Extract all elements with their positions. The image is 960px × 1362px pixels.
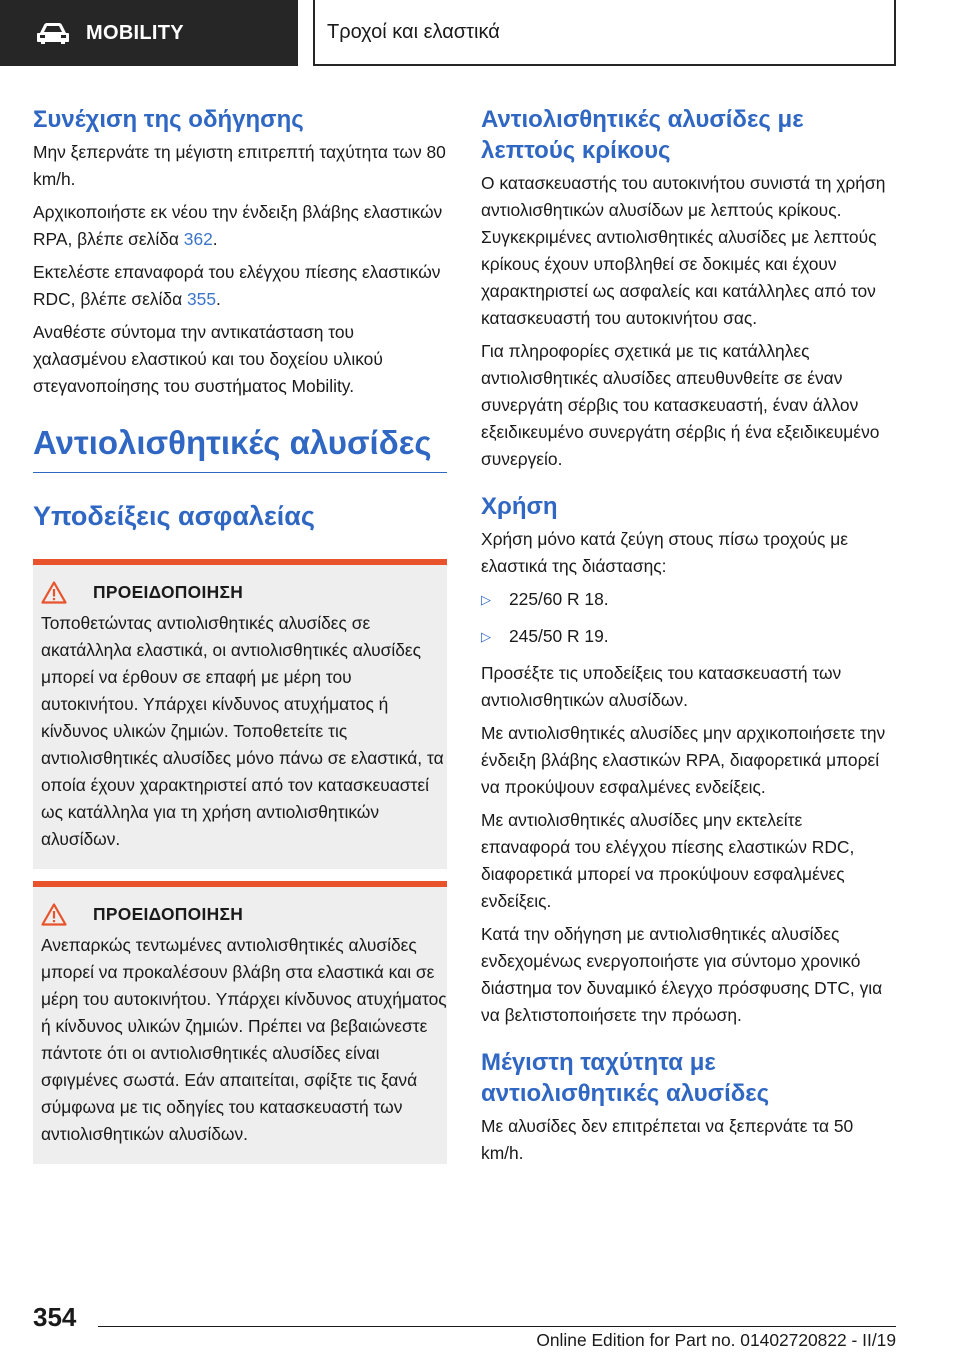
list-item-text: 225/60 R 18.: [509, 589, 609, 609]
chapter-tab-label: MOBILITY: [86, 21, 184, 44]
paragraph-text: .: [212, 229, 218, 249]
page-header: [0, 0, 960, 66]
warning-text: Ανεπαρκώς τεντωμένες αντιολισθητικές αλυσίδες μπορεί να προκαλέσουν βλάβη στα ελαστικά και σε μέρη του αυτοκινήτου. Υπάρχει κίνδυνος ατυχήματος ή κίνδυνος υλικών ζημιών. Πρέπει να βεβαιώνεστε πάντοτε ότι οι αντιολισθητικές αλυσίδες είναι σφιγμένες σωστά. Εάν απαιτείται, σφίξτε τις ξανά σύμφωνα με τις οδηγίες του κατασκευαστή των αντιολισθητικών αλυσίδων.: [41, 935, 447, 1144]
warning-title: ΠΡΟΕΙΔΟΠΟΙΗΣΗ: [93, 582, 244, 602]
car-icon: [36, 22, 70, 44]
left-column: [33, 100, 447, 1176]
footer-divider: [98, 1326, 896, 1327]
warning-text: Τοποθετώντας αντιολισθητικές αλυσίδες σε ακατάλληλα ελαστικά, οι αντιολισθητικές αλυσίδες μπορεί να έρθουν σε επαφή με μέρη του αυτοκινήτου. Υπάρχει κίνδυνος ατυχήματος ή κίνδυνος υλικών ζημιών. Τοποθετείτε τις αντιολισθητικές αλυσίδες μόνο πάνω σε ελαστικά, τα οποία έχουν χαρακτηριστεί από τον κατασκευαστεί ως κατάλληλα για τη χρήση αντιολισθητικών αλυσίδων.: [41, 613, 444, 849]
page-footer: [0, 1296, 960, 1362]
page-number: 354: [33, 1302, 77, 1332]
paragraph: Με αλυσίδες δεν επιτρέπεται να ξεπερνάτε τα 50 km/h.: [481, 1116, 854, 1163]
heading-use: Χρήση: [481, 493, 558, 520]
heading-continue-driving: Συνέχιση της οδήγησης: [33, 106, 304, 133]
warning-header: [33, 581, 447, 604]
chapter-heading-wrap: [33, 422, 447, 473]
paragraph: Προσέξτε τις υποδείξεις του κατασκευαστή των αντιολισθητικών αλυσίδων.: [481, 663, 842, 710]
paragraph: Κατά την οδήγηση με αντιολισθητικές αλυσίδες ενδεχομένως ενεργοποιήστε για σύντομο χρονικό διάστημα τον δυναμικό έλεγχο πρόσφυσης DTC, για να βελτιστοποιήσετε την πρόωση.: [481, 924, 883, 1025]
warning-box: [33, 559, 447, 869]
paragraph: Με αντιολισθητικές αλυσίδες μην αρχικοποιήσετε την ένδειξη βλάβης ελαστικών RPA, διαφορετικά μπορεί να προκύψουν εσφαλμένες ενδείξεις.: [481, 723, 886, 797]
heading-snow-chains: Αντιολισθητικές αλυσίδες: [33, 424, 432, 461]
warning-header: [33, 903, 447, 926]
bullet-triangle-icon: ▷: [481, 592, 491, 607]
right-column: [481, 100, 895, 1173]
warning-triangle-icon: [41, 903, 67, 926]
warning-triangle-icon: [41, 581, 67, 604]
page-link-355[interactable]: 355: [187, 289, 217, 309]
chapter-tab-mobility[interactable]: [0, 0, 298, 66]
paragraph: Αναθέστε σύντομα την αντικατάσταση του χαλασμένου ελαστικού και του δοχείου υλικού στεγανοποίησης του συστήματος Mobility.: [33, 322, 383, 396]
paragraph-text: Εκτελέστε επαναφορά του ελέγχου πίεσης ελαστικών RDC, βλέπε σελίδα: [33, 262, 441, 309]
paragraph: Για πληροφορίες σχετικά με τις κατάλληλες αντιολισθητικές αλυσίδες απευθυνθείτε σε έναν συνεργάτη σέρβις του κατασκευαστή, έναν άλλον εξειδικευμένο συνεργάτη σέρβις ή ένα εξειδικευμένο συνεργείο.: [481, 341, 880, 469]
paragraph: Μην ξεπερνάτε τη μέγιστη επιτρεπτή ταχύτητα των 80 km/h.: [33, 142, 446, 189]
list-item: [481, 586, 895, 613]
paragraph-text: Αρχικοποιήστε εκ νέου την ένδειξη βλάβης ελαστικών RPA, βλέπε σελίδα: [33, 202, 443, 249]
heading-max-speed: Μέγιστη ταχύτητα με αντιολισθητικές αλυσίδες: [481, 1049, 770, 1107]
warning-title: ΠΡΟΕΙΔΟΠΟΙΗΣΗ: [93, 904, 244, 924]
paragraph: [33, 199, 447, 253]
paragraph: [33, 259, 447, 313]
bullet-triangle-icon: ▷: [481, 629, 491, 644]
warning-box: [33, 881, 447, 1164]
list-item: [481, 623, 895, 650]
section-title: Τροχοί και ελαστικά: [313, 0, 896, 66]
heading-safety-notes: Υποδείξεις ασφαλείας: [33, 501, 315, 531]
paragraph: Χρήση μόνο κατά ζεύγη στους πίσω τροχούς με ελαστικά της διάστασης:: [481, 529, 849, 576]
list-item-text: 245/50 R 19.: [509, 626, 609, 646]
paragraph: Ο κατασκευαστής του αυτοκινήτου συνιστά τη χρήση αντιολισθητικών αλυσίδων με λεπτούς κρίκους. Συγκεκριμένες αντιολισθητικές αλυσίδες με λεπτούς κρίκους έχουν υποβληθεί σε δοκιμές και έχουν χαρακτηριστεί ως ασφαλείς και κατάλληλες από τον κατασκευαστή του αυτοκινήτου σας.: [481, 173, 886, 328]
edition-note: Online Edition for Part no. 01402720822 - II/19: [536, 1330, 896, 1350]
heading-fine-link-chains: Αντιολισθητικές αλυσίδες με λεπτούς κρίκους: [481, 106, 804, 164]
page-link-362[interactable]: 362: [183, 229, 213, 249]
paragraph: Με αντιολισθητικές αλυσίδες μην εκτελείτε επαναφορά του ελέγχου πίεσης ελαστικών RDC, διαφορετικά μπορεί να προκύψουν εσφαλμένες ενδείξεις.: [481, 810, 855, 911]
paragraph-text: .: [216, 289, 221, 309]
